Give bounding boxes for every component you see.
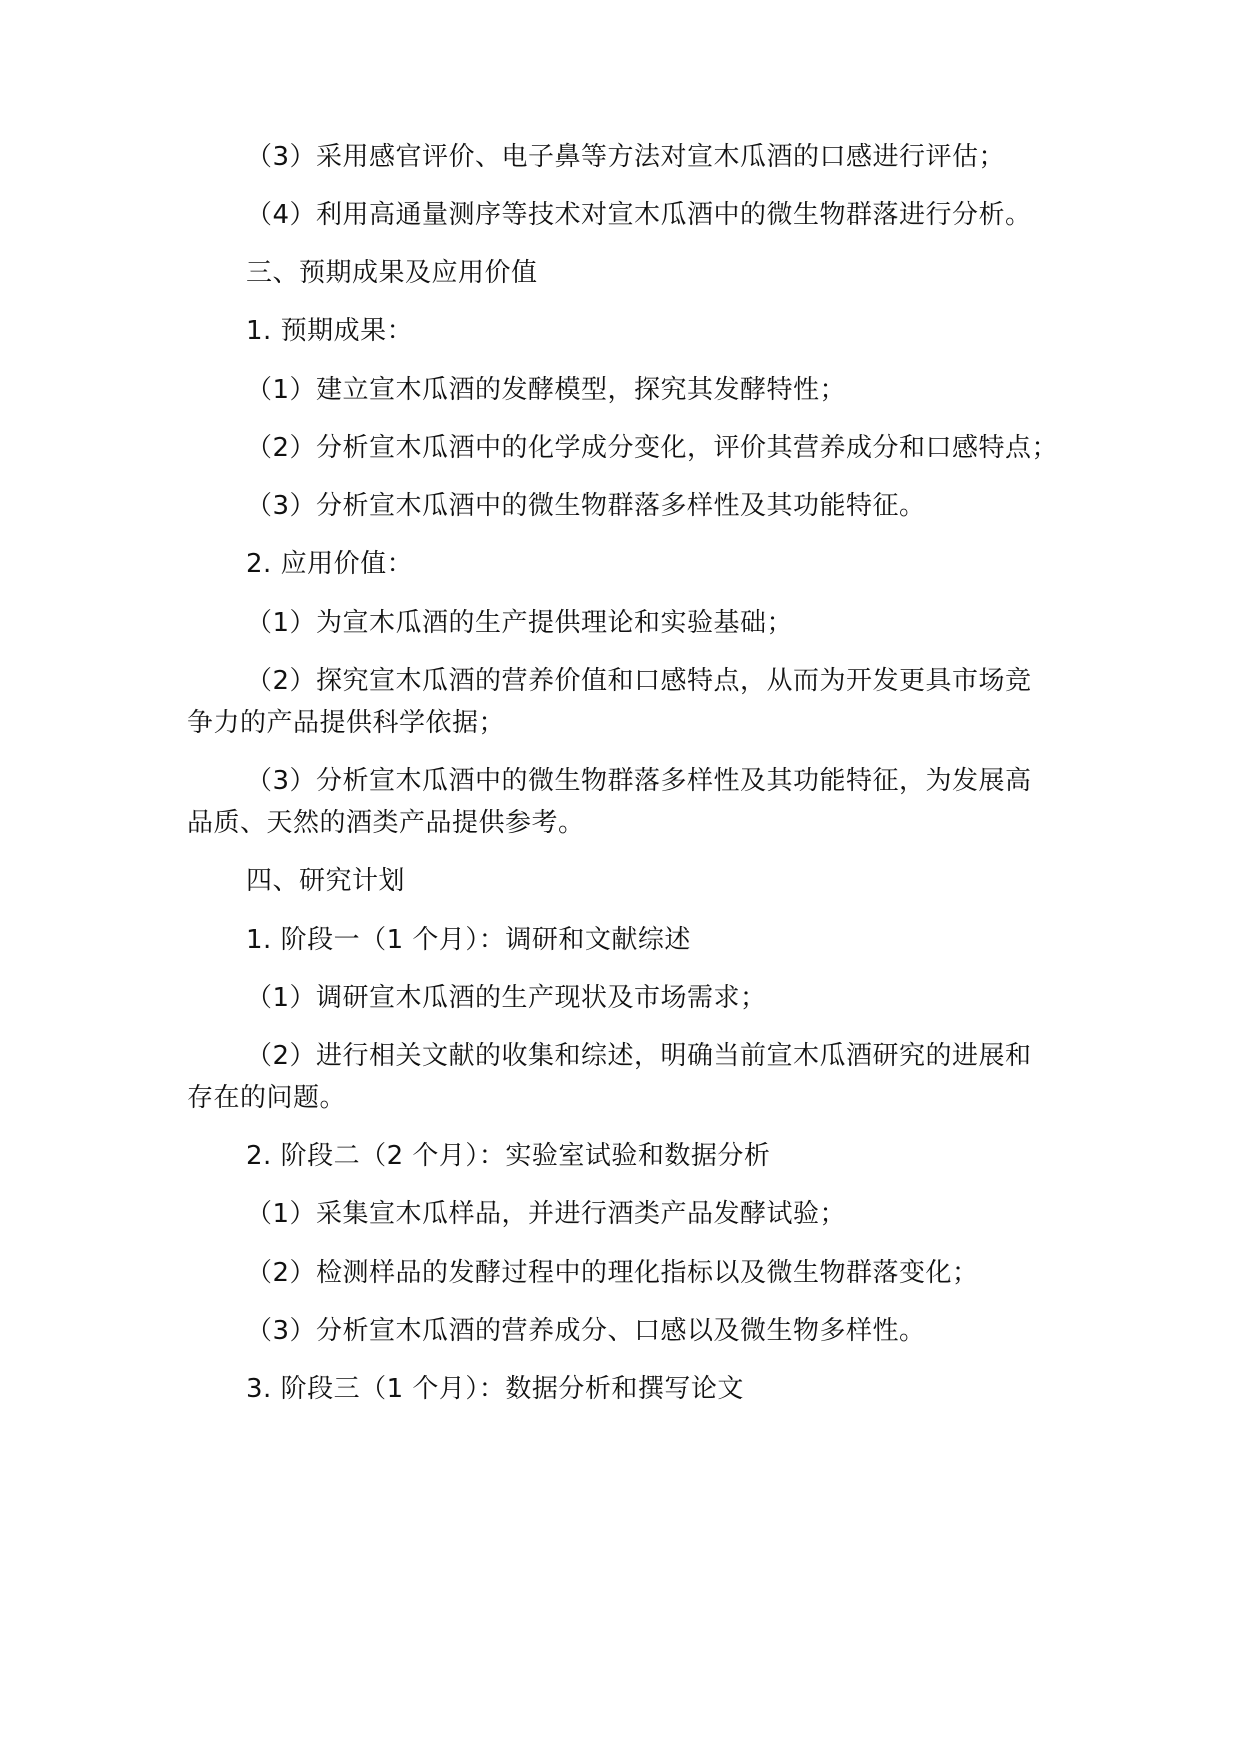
result-item-1: （1）建立宣木瓜酒的发酵模型，探究其发酵特性； (246, 375, 847, 405)
stage-2-item-2: （2）检测样品的发酵过程中的理化指标以及微生物群落变化； (246, 1258, 979, 1288)
method-item-4: （4）利用高通量测序等技术对宣木瓜酒中的微生物群落进行分析。 (246, 200, 1032, 230)
value-item-1: （1）为宣木瓜酒的生产提供理论和实验基础； (246, 608, 794, 638)
method-item-3: （3）采用感官评价、电子鼻等方法对宣木瓜酒的口感进行评估； (246, 142, 1006, 172)
stage-2-item-3: （3）分析宣木瓜酒的营养成分、口感以及微生物多样性。 (246, 1316, 926, 1346)
value-item-3-line-1: （3）分析宣木瓜酒中的微生物群落多样性及其功能特征，为发展高 (246, 766, 1032, 796)
subsection-heading-application-value: 2. 应用价值： (246, 549, 414, 579)
section-heading-research-plan: 四、研究计划 (246, 866, 406, 896)
stage-1-heading: 1. 阶段一（1 个月）：调研和文献综述 (246, 925, 691, 955)
stage-3-heading: 3. 阶段三（1 个月）：数据分析和撰写论文 (246, 1374, 744, 1404)
value-item-2-line-2: 争力的产品提供科学依据； (187, 708, 506, 738)
stage-1-item-2-line-2: 存在的问题。 (187, 1083, 347, 1113)
section-heading-expected-results: 三、预期成果及应用价值 (246, 258, 538, 288)
stage-2-heading: 2. 阶段二（2 个月）：实验室试验和数据分析 (246, 1141, 771, 1171)
stage-1-item-2-line-1: （2）进行相关文献的收集和综述，明确当前宣木瓜酒研究的进展和 (246, 1041, 1032, 1071)
result-item-3: （3）分析宣木瓜酒中的微生物群落多样性及其功能特征。 (246, 491, 926, 521)
value-item-3-line-2: 品质、天然的酒类产品提供参考。 (187, 808, 585, 838)
subsection-heading-expected-results: 1. 预期成果： (246, 316, 414, 346)
stage-1-item-1: （1）调研宣木瓜酒的生产现状及市场需求； (246, 983, 767, 1013)
result-item-2: （2）分析宣木瓜酒中的化学成分变化，评价其营养成分和口感特点； (246, 433, 1059, 463)
stage-2-item-1: （1）采集宣木瓜样品，并进行酒类产品发酵试验； (246, 1199, 847, 1229)
value-item-2-line-1: （2）探究宣木瓜酒的营养价值和口感特点，从而为开发更具市场竞 (246, 666, 1032, 696)
